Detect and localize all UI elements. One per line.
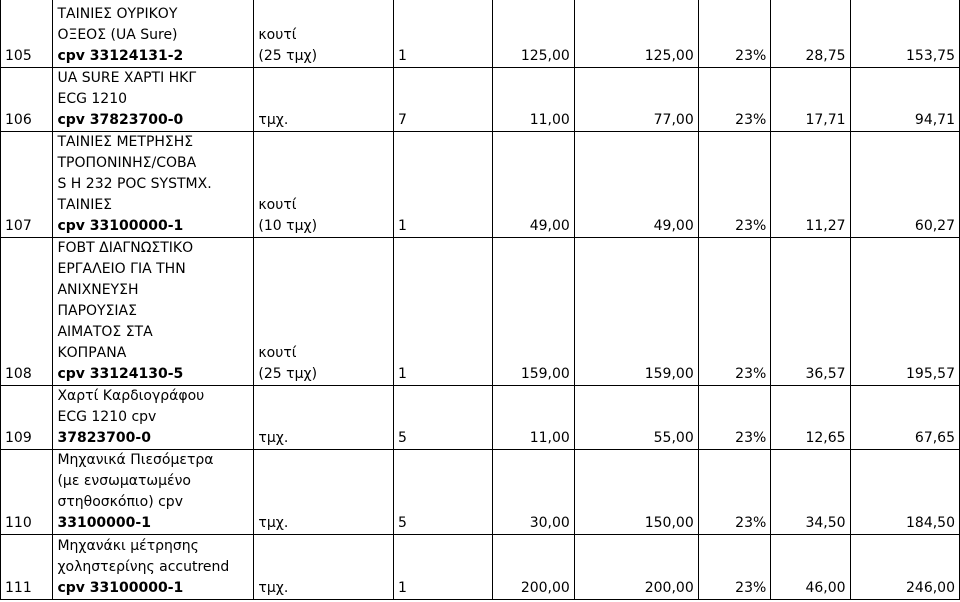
item-vat-rate-text: 23% (735, 112, 767, 128)
item-description-text: ΤΑΙΝΙΕΣ (57, 197, 113, 213)
item-description-text: ΤΡΟΠΟΝΙΝΗΣ/COBA (57, 155, 197, 171)
item-quantity-text: 5 (397, 515, 407, 531)
item-unit-text: (10 τμχ) (258, 218, 318, 234)
item-unit-price (493, 132, 574, 238)
item-description-text: S H 232 POC SYSTMX. (57, 176, 212, 192)
item-description-text: Μηχανάκι μέτρησης (57, 538, 199, 554)
item-description-text: χοληστερίνης accutrend (57, 559, 230, 575)
item-vat-amount-text: 17,71 (805, 112, 846, 128)
item-description-text: ΤΑΙΝΙΕΣ ΟΥΡΙΚΟΥ (57, 6, 178, 22)
item-description-text: Χαρτί Καρδιογράφου (57, 388, 205, 404)
table-row (1, 132, 960, 238)
item-quantity-text: 1 (397, 218, 407, 234)
item-vat-amount-text: 11,27 (805, 218, 846, 234)
item-quantity (393, 450, 492, 535)
item-description-text: cpv 33100000-1 (57, 580, 184, 596)
item-unit (254, 68, 394, 132)
item-vat-amount (771, 0, 850, 68)
item-description (53, 450, 254, 535)
item-number-text: 105 (5, 48, 32, 64)
item-grand-total-text: 67,65 (914, 430, 955, 446)
item-unit (254, 238, 394, 386)
item-grand-total (850, 386, 959, 450)
item-unit-price-text: 11,00 (529, 430, 570, 446)
item-unit-text: τμχ. (258, 430, 289, 446)
table-row (1, 68, 960, 132)
item-number-text: 111 (5, 580, 32, 596)
item-vat-rate (698, 450, 771, 535)
item-description (53, 238, 254, 386)
item-description-text: ΠΑΡΟΥΣΙΑΣ (57, 303, 137, 319)
item-vat-amount-text: 28,75 (805, 48, 846, 64)
item-total (574, 450, 698, 535)
item-number-text: 108 (5, 366, 32, 382)
table-row (1, 0, 960, 68)
item-total-text: 200,00 (644, 580, 694, 596)
item-number (1, 68, 53, 132)
item-total (574, 0, 698, 68)
item-description-text: UA SURE ΧΑΡΤΙ ΗΚΓ (57, 70, 197, 86)
item-description-text: (με ενσωματωμένο (57, 473, 191, 489)
item-unit-text: τμχ. (258, 580, 289, 596)
item-vat-rate-text: 23% (735, 366, 767, 382)
item-number (1, 450, 53, 535)
item-description-text: ECG 1210 (57, 91, 128, 107)
item-grand-total (850, 132, 959, 238)
item-quantity-text: 5 (397, 430, 407, 446)
item-unit-text: κουτί (258, 197, 297, 213)
item-unit-price (493, 68, 574, 132)
item-quantity (393, 535, 492, 600)
item-vat-amount-text: 12,65 (805, 430, 846, 446)
item-vat-rate-text: 23% (735, 580, 767, 596)
item-unit-price-text: 11,00 (529, 112, 570, 128)
item-quantity (393, 68, 492, 132)
item-unit-price-text: 49,00 (529, 218, 570, 234)
item-description-text: 33100000-1 (57, 515, 151, 531)
item-grand-total (850, 68, 959, 132)
item-quantity-text: 7 (397, 112, 407, 128)
item-vat-rate-text: 23% (735, 48, 767, 64)
item-description-text: ECG 1210 cpv (57, 409, 157, 425)
item-grand-total-text: 60,27 (914, 218, 955, 234)
item-grand-total-text: 153,75 (906, 48, 955, 64)
item-vat-rate-text: 23% (735, 430, 767, 446)
item-unit (254, 386, 394, 450)
item-description-text: cpv 33124131-2 (57, 48, 184, 64)
item-quantity (393, 132, 492, 238)
item-unit-price (493, 386, 574, 450)
item-total (574, 68, 698, 132)
item-grand-total-text: 195,57 (906, 366, 955, 382)
item-description (53, 132, 254, 238)
item-unit-text: (25 τμχ) (258, 48, 318, 64)
item-quantity-text: 1 (397, 366, 407, 382)
item-vat-rate-text: 23% (735, 218, 767, 234)
item-vat-amount (771, 68, 850, 132)
table-row (1, 238, 960, 386)
item-description-text: FOBT ΔΙΑΓΝΩΣΤΙΚΟ (57, 240, 194, 256)
item-grand-total (850, 0, 959, 68)
item-description-text: ΕΡΓΑΛΕΙΟ ΓΙΑ ΤΗΝ (57, 261, 186, 277)
item-unit-price-text: 125,00 (520, 48, 570, 64)
item-number-text: 106 (5, 112, 32, 128)
item-number-text: 107 (5, 218, 32, 234)
item-vat-rate (698, 238, 771, 386)
item-unit-price-text: 159,00 (520, 366, 570, 382)
item-quantity-text: 1 (397, 580, 407, 596)
item-unit-price (493, 535, 574, 600)
table-row (1, 386, 960, 450)
item-total-text: 125,00 (644, 48, 694, 64)
item-grand-total-text: 94,71 (914, 112, 955, 128)
item-vat-amount (771, 132, 850, 238)
item-grand-total (850, 450, 959, 535)
item-total-text: 150,00 (644, 515, 694, 531)
item-vat-rate (698, 132, 771, 238)
item-unit-text: τμχ. (258, 112, 289, 128)
item-grand-total-text: 184,50 (906, 515, 955, 531)
item-unit (254, 132, 394, 238)
item-quantity (393, 386, 492, 450)
item-total (574, 535, 698, 600)
item-vat-amount-text: 46,00 (805, 580, 846, 596)
item-description-text: Μηχανικά Πιεσόμετρα (57, 452, 214, 468)
item-total-text: 159,00 (644, 366, 694, 382)
item-vat-amount (771, 535, 850, 600)
item-total-text: 77,00 (653, 112, 694, 128)
item-grand-total-text: 246,00 (906, 580, 955, 596)
item-grand-total (850, 535, 959, 600)
item-vat-amount-text: 34,50 (805, 515, 846, 531)
item-quantity (393, 238, 492, 386)
item-total-text: 49,00 (653, 218, 694, 234)
item-description-text: ΚΟΠΡΑΝΑ (57, 345, 127, 361)
item-description-text: ΤΑΙΝΙΕΣ ΜΕΤΡΗΣΗΣ (57, 134, 194, 150)
item-description-text: cpv 37823700-0 (57, 112, 184, 128)
item-vat-rate (698, 386, 771, 450)
item-unit-price (493, 238, 574, 386)
item-vat-amount (771, 386, 850, 450)
item-description-text: ΑΝΙΧΝΕΥΣΗ (57, 282, 139, 298)
item-description-text: ΑΙΜΑΤΟΣ ΣΤΑ (57, 324, 153, 340)
item-number (1, 0, 53, 68)
item-description-text: cpv 33124130-5 (57, 366, 184, 382)
item-unit-price (493, 0, 574, 68)
item-number (1, 535, 53, 600)
item-unit-text: τμχ. (258, 515, 289, 531)
item-grand-total (850, 238, 959, 386)
item-description-text: στηθοσκόπιο) cpv (57, 494, 183, 510)
table-row (1, 535, 960, 600)
item-vat-amount (771, 238, 850, 386)
item-number (1, 132, 53, 238)
item-unit-price-text: 200,00 (520, 580, 570, 596)
item-description (53, 386, 254, 450)
item-unit (254, 535, 394, 600)
item-description-text: ΟΞΕΟΣ (UA Sure) (57, 27, 178, 43)
table-body (1, 0, 960, 600)
item-unit-text: κουτί (258, 345, 297, 361)
item-description (53, 535, 254, 600)
item-vat-amount-text: 36,57 (805, 366, 846, 382)
item-total (574, 386, 698, 450)
table-row (1, 450, 960, 535)
item-number-text: 109 (5, 430, 32, 446)
item-total (574, 238, 698, 386)
item-number-text: 110 (5, 515, 32, 531)
item-vat-rate (698, 68, 771, 132)
item-number (1, 386, 53, 450)
item-description (53, 68, 254, 132)
item-unit-price-text: 30,00 (529, 515, 570, 531)
item-vat-rate (698, 0, 771, 68)
item-unit-text: (25 τμχ) (258, 366, 318, 382)
item-vat-rate-text: 23% (735, 515, 767, 531)
item-total (574, 132, 698, 238)
item-quantity (393, 0, 492, 68)
item-total-text: 55,00 (653, 430, 694, 446)
item-quantity-text: 1 (397, 48, 407, 64)
item-vat-rate (698, 535, 771, 600)
item-description-text: 37823700-0 (57, 430, 151, 446)
item-unit (254, 0, 394, 68)
item-unit-price (493, 450, 574, 535)
item-description (53, 0, 254, 68)
item-unit-text: κουτί (258, 27, 297, 43)
item-number (1, 238, 53, 386)
item-vat-amount (771, 450, 850, 535)
item-unit (254, 450, 394, 535)
item-description-text: cpv 33100000-1 (57, 218, 184, 234)
